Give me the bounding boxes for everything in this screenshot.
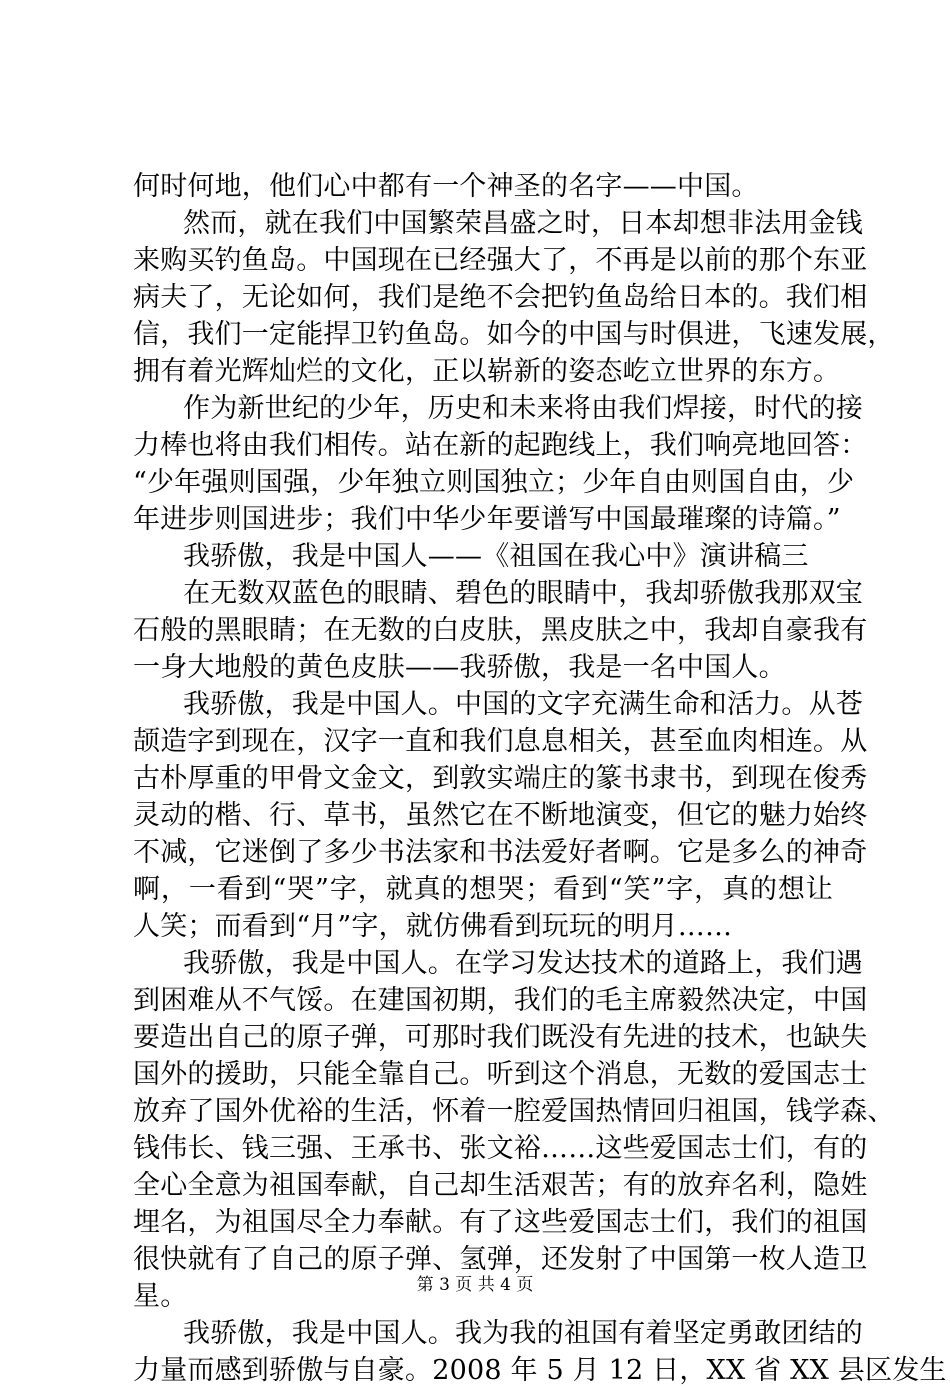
text-line: 古朴厚重的甲骨文金文，到敦实端庄的篆书隶书，到现在俊秀 [133, 763, 868, 794]
text-line: 不减，它迷倒了多少书法家和书法爱好者啊。它是多么的神奇 [133, 837, 868, 868]
text-line: 灵动的楷、行、草书，虽然它在不断地演变，但它的魅力始终 [133, 800, 868, 831]
text-line: 一身大地般的黄色皮肤——我骄傲，我是一名中国人。 [133, 652, 786, 683]
text-line: 何时何地，他们心中都有一个神圣的名字——中国。 [133, 171, 759, 202]
text-line: 到困难从不气馁。在建国初期，我们的毛主席毅然决定，中国 [133, 985, 868, 1016]
text-line: 我骄傲，我是中国人——《祖国在我心中》演讲稿三 [183, 541, 809, 572]
text-line: 全心全意为祖国奉献，自己却生活艰苦；有的放弃名利，隐姓 [133, 1170, 868, 1201]
text-line: 很快就有了自己的原子弹、氢弹，还发射了中国第一枚人造卫 [133, 1244, 868, 1275]
text-line: 病夫了，无论如何，我们是绝不会把钓鱼岛给日本的。我们相 [133, 282, 868, 313]
body-text [133, 168, 947, 1389]
text-line: 人笑；而看到“月”字，就仿佛看到玩玩的明月…… [133, 911, 733, 942]
text-line: 星。 [133, 1281, 188, 1312]
text-line: 钱伟长、钱三强、王承书、张文裕……这些爱国志士们，有的 [133, 1133, 868, 1164]
text-line: 拥有着光辉灿烂的文化，正以崭新的姿态屹立世界的东方。 [133, 356, 841, 387]
text-line: 颉造字到现在，汉字一直和我们息息相关，甚至血肉相连。从 [133, 726, 868, 757]
text-line: 来购买钓鱼岛。中国现在已经强大了，不再是以前的那个东亚 [133, 245, 868, 276]
text-line: 在无数双蓝色的眼睛、碧色的眼睛中，我却骄傲我那双宝 [183, 578, 863, 609]
text-line: 作为新世纪的少年，历史和未来将由我们焊接，时代的接 [183, 393, 863, 424]
text-line: 埋名，为祖国尽全力奉献。有了这些爱国志士们，我们的祖国 [133, 1207, 868, 1238]
text-line: 年进步则国进步；我们中华少年要谱写中国最璀璨的诗篇。” [133, 504, 841, 535]
text-line: 我骄傲，我是中国人。中国的文字充满生命和活力。从苍 [183, 689, 863, 720]
text-line: 力量而感到骄傲与自豪。2008 年 5 月 12 日，XX 省 XX 县区发生 [133, 1355, 947, 1386]
text-line: 国外的援助，只能全靠自己。听到这个消息，无数的爱国志士 [133, 1059, 868, 1090]
text-line: 要造出自己的原子弹，可那时我们既没有先进的技术，也缺失 [133, 1022, 868, 1053]
text-line: 力棒也将由我们相传。站在新的起跑线上，我们响亮地回答： [133, 430, 868, 461]
page-footer: 第 3 页 共 4 页 [416, 1275, 534, 1295]
text-line: 石般的黑眼睛；在无数的白皮肤，黑皮肤之中，我却自豪我有 [133, 615, 868, 646]
text-line: 啊，一看到“哭”字，就真的想哭；看到“笑”字，真的想让 [133, 874, 833, 905]
text-line: “少年强则国强，少年独立则国独立；少年自由则国自由，少 [133, 467, 855, 498]
text-line: 放弃了国外优裕的生活，怀着一腔爱国热情回归祖国，钱学森、 [133, 1096, 895, 1127]
text-line: 我骄傲，我是中国人。在学习发达技术的道路上，我们遇 [183, 948, 863, 979]
text-line: 然而，就在我们中国繁荣昌盛之时，日本却想非法用金钱 [183, 208, 863, 239]
text-line: 我骄傲，我是中国人。我为我的祖国有着坚定勇敢团结的 [183, 1318, 863, 1349]
text-line: 信，我们一定能捍卫钓鱼岛。如今的中国与时俱进，飞速发展， [133, 319, 895, 350]
